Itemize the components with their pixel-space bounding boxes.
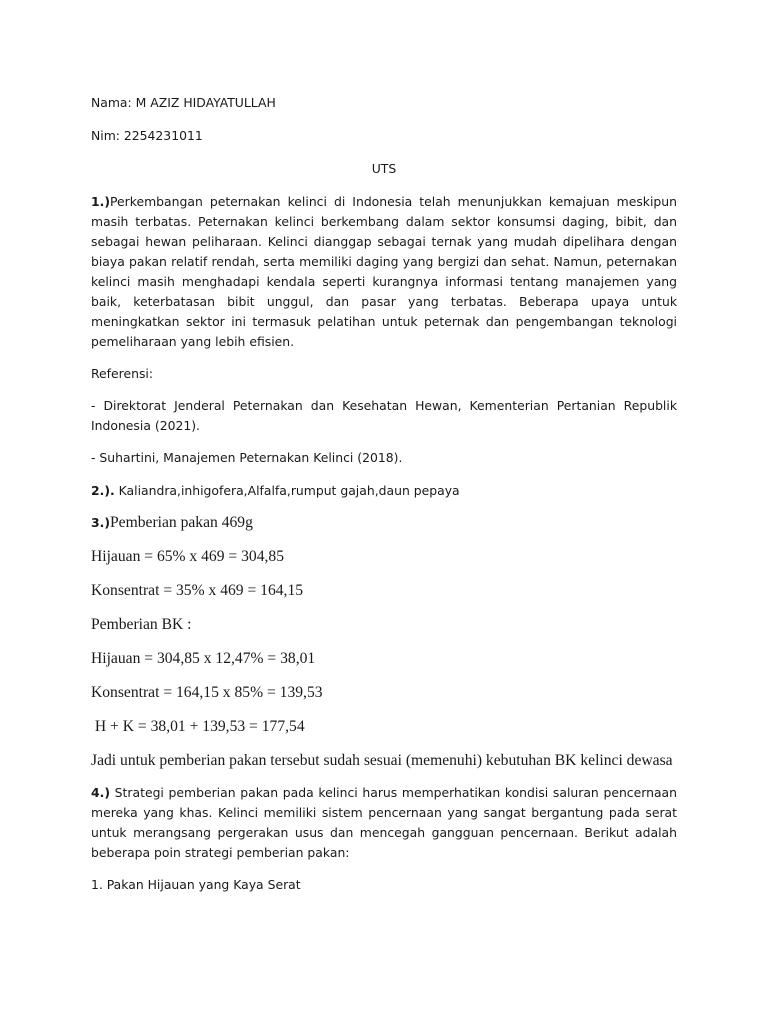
calc-bk-hijauan: Hijauan = 304,85 x 12,47% = 38,01 <box>91 650 316 667</box>
document-title: UTS <box>371 161 397 176</box>
calc-total: H + K = 38,01 + 139,53 = 177,54 <box>91 718 305 735</box>
document-page <box>91 93 677 895</box>
answer-3-conclusion: Jadi untuk pemberian pakan tersebut sudah sesuai (memenuhi) kebutuhan BK kelinci dewasa <box>91 752 673 769</box>
answer-1-number: 1.) <box>91 194 110 209</box>
answer-3-intro <box>91 513 677 533</box>
answer-2-number: 2.). <box>91 483 115 498</box>
bk-label: Pemberian BK : <box>91 616 192 633</box>
answer-3-intro-text: Pemberian pakan 469g <box>110 514 253 531</box>
references-label: Referensi: <box>91 366 154 381</box>
answer-4 <box>91 783 677 863</box>
calc-hijauan: Hijauan = 65% x 469 = 304,85 <box>91 548 284 565</box>
student-nim: Nim: 2254231011 <box>91 128 203 143</box>
answer-1 <box>91 192 677 352</box>
calc-bk-konsentrat: Konsentrat = 164,15 x 85% = 139,53 <box>91 684 323 701</box>
reference-item: - Suhartini, Manajemen Peternakan Kelinci (2018). <box>91 450 403 465</box>
answer-2-text: Kaliandra,inhigofera,Alfalfa,rumput gajah,daun pepaya <box>114 483 460 498</box>
calc-konsentrat: Konsentrat = 35% x 469 = 164,15 <box>91 582 304 599</box>
reference-item: - Direktorat Jenderal Peternakan dan Kesehatan Hewan, Kementerian Pertanian Republik Indonesia (2021). <box>91 398 677 433</box>
strategy-point: 1. Pakan Hijauan yang Kaya Serat <box>91 877 301 892</box>
answer-4-text: Strategi pemberian pakan pada kelinci harus memperhatikan kondisi saluran pencernaan mereka yang khas. Kelinci memiliki sistem pencernaan yang sangat bergantung pada serat untuk merangsang pergerakan usus dan mencegah gangguan pencernaan. Berikut adalah beberapa poin strategi pemberian pakan: <box>91 785 677 860</box>
answer-1-text: Perkembangan peternakan kelinci di Indonesia telah menunjukkan kemajuan meskipun masih terbatas. Peternakan kelinci berkembang dalam sektor konsumsi daging, bibit, dan sebagai hewan peliharaan. Kelinci dianggap sebagai ternak yang mudah dipelihara dengan biaya pakan relatif rendah, serta memiliki daging yang bergizi dan sehat. Namun, peternakan kelinci masih menghadapi kendala seperti kurangnya informasi tentang manajemen yang baik, keterbatasan bibit unggul, dan pasar yang terbatas. Beberapa upaya untuk meningkatkan sektor ini termasuk pelatihan untuk peternak dan pengembangan teknologi pemeliharaan yang lebih efisien. <box>91 194 677 349</box>
answer-3-number: 3.) <box>91 515 110 530</box>
answer-4-number: 4.) <box>91 785 110 800</box>
answer-2 <box>91 481 677 501</box>
student-name: Nama: M AZIZ HIDAYATULLAH <box>91 95 276 110</box>
